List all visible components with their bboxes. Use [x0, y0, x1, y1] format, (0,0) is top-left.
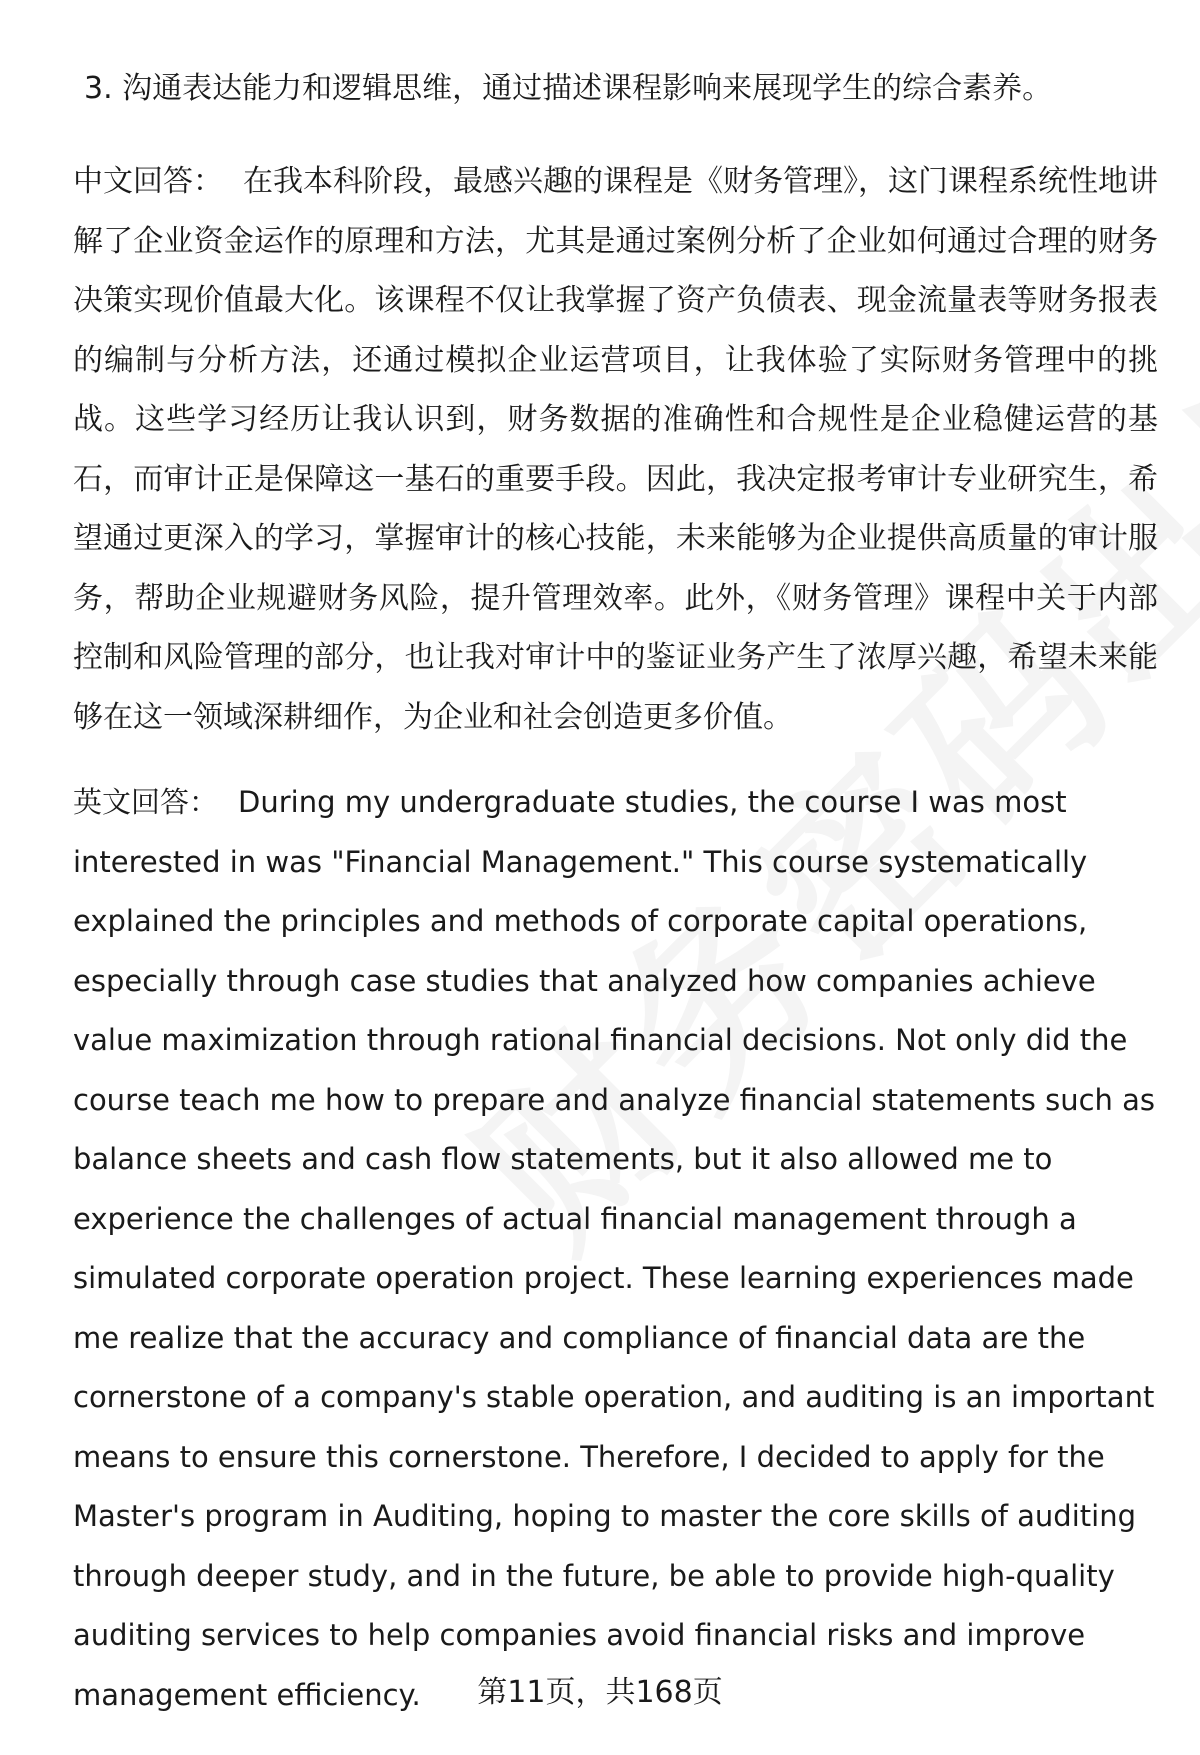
chinese-answer-label: 中文回答：	[73, 164, 223, 199]
english-answer-label: 英文回答：	[73, 785, 219, 819]
item-number: 3.	[84, 71, 113, 106]
page-number-footer: 第11页，共168页	[477, 1675, 723, 1710]
chinese-answer-text: 在我本科阶段，最感兴趣的课程是《财务管理》，这门课程系统性地讲解了企业资金运作的原理和方法，尤其是通过案例分析了企业如何通过合理的财务决策实现价值最大化。该课程不仅让我掌握了资产负债表、现金流量表等财务报表的编制与分析方法，还通过模拟企业运营项目，让我体验了实际财务管理中的挑战。这些学习经历让我认识到，财务数据的准确性和合规性是企业稳健运营的基石，而审计正是保障这一基石的重要手段。因此，我决定报考审计专业研究生，希望通过更深入的学习，掌握审计的核心技能，未来能够为企业提供高质量的审计服务，帮助企业规避财务风险，提升管理效率。此外，《财务管理》课程中关于内部控制和风险管理的部分，也让我对审计中的鉴证业务产生了浓厚兴趣，希望未来能够在这一领域深耕细作，为企业和社会创造更多价值。	[73, 164, 1158, 735]
chinese-answer-paragraph	[73, 152, 1158, 747]
english-answer-text: During my undergraduate studies, the course I was most interested in was "Financial Management." This course systematically explained the principles and methods of corporate capital operations, especially through case studies that analyzed how companies achieve value maximization through rational financial decisions. Not only did the course teach me how to prepare and analyze financial statements such as balance sheets and cash flow statements, but it also allowed me to experience the challenges of actual financial management through a simulated corporate operation project. These learning experiences made me realize that the accuracy and compliance of financial data are the cornerstone of a company's stable operation, and auditing is an important means to ensure this cornerstone. Therefore, I decided to apply for the Master's program in Auditing, hoping to master the core skills of auditing through deeper study, and in the future, be able to provide high-quality auditing services to help companies avoid financial risks and improve management efficiency.	[73, 785, 1156, 1712]
numbered-item-3	[84, 64, 1154, 114]
item-text: 沟通表达能力和逻辑思维，通过描述课程影响来展现学生的综合素养。	[122, 71, 1053, 106]
english-answer-paragraph	[73, 773, 1158, 1725]
